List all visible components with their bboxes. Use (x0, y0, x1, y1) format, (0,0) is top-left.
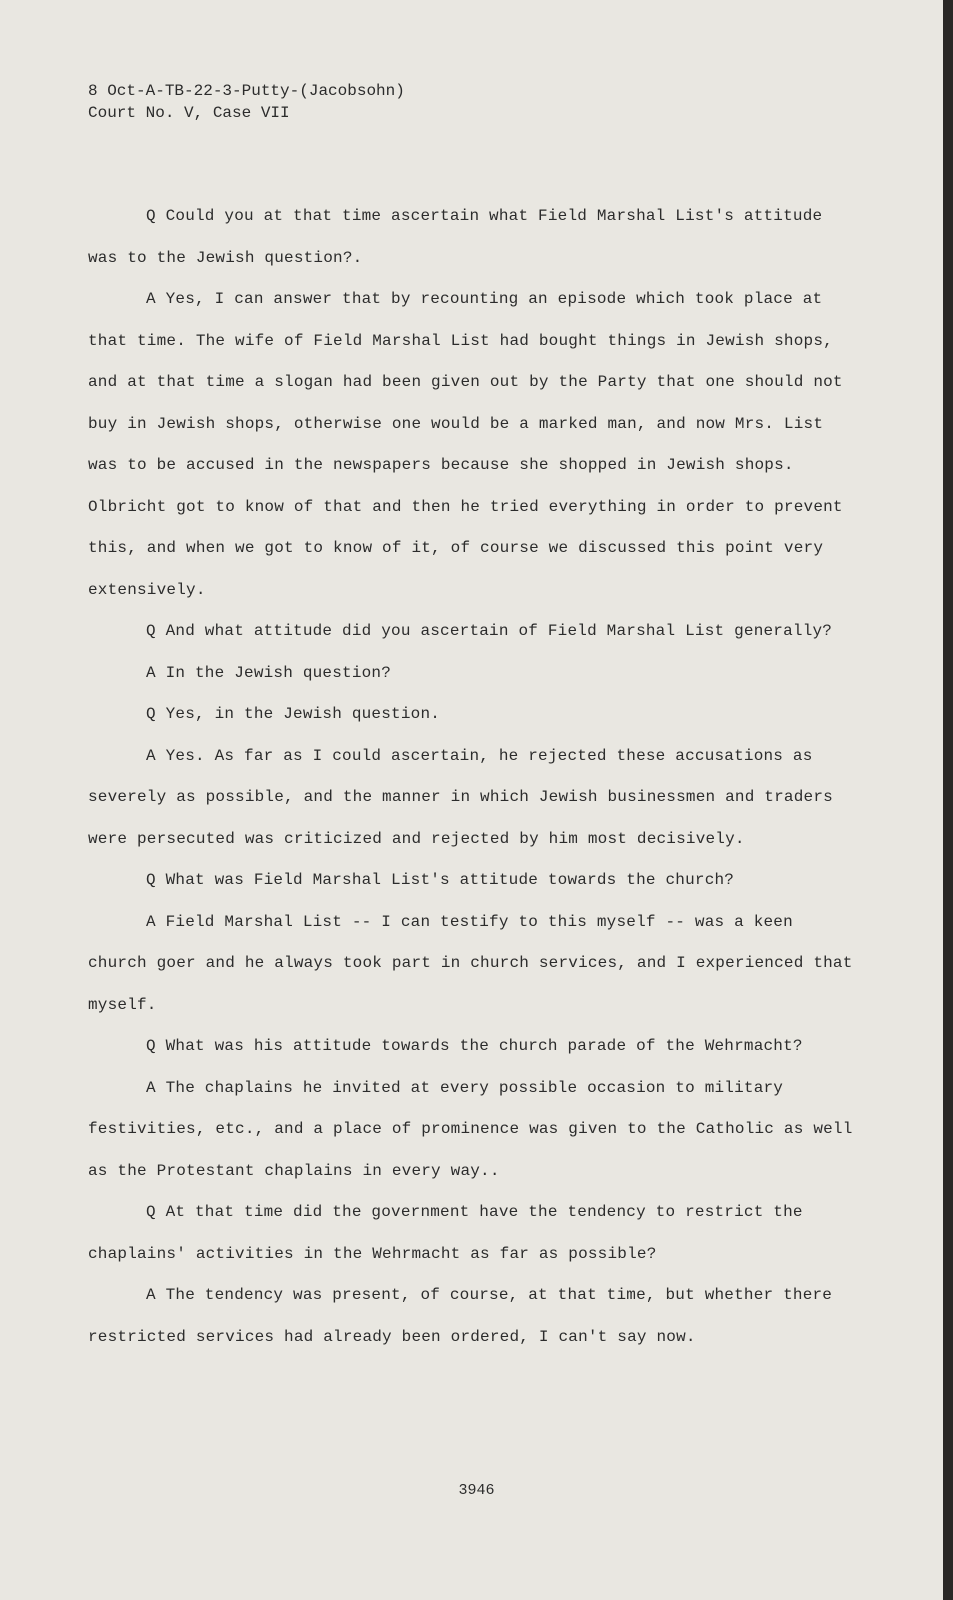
document-header (88, 80, 405, 124)
question-paragraph: Q Could you at that time ascertain what Field Marshal List's attitude was to the Jewish question?. (88, 207, 823, 267)
question-paragraph: Q What was his attitude towards the church parade of the Wehrmacht? (146, 1037, 803, 1055)
answer-paragraph: A Yes. As far as I could ascertain, he rejected these accusations as severely as possible, and the manner in which Jewish businessmen and traders were persecuted was criticized and rejected by him most decisively. (88, 746, 833, 848)
answer-paragraph: A The chaplains he invited at every possible occasion to military festivities, etc., and a place of prominence was given to the Catholic as well as the Protestant chaplains in every way.. (88, 1078, 853, 1180)
answer-paragraph: A Yes, I can answer that by recounting an episode which took place at that time. The wife of Field Marshal List had bought things in Jewish shops, and at that time a slogan had been given out by the Party that one should not buy in Jewish shops, otherwise one would be a marked man, and now Mrs. List was to be accused in the newspapers because she shopped in Jewish shops. Olbricht got to know of that and then he tried everything in order to prevent this, and when we got to know of it, of course we discussed this point very extensively. (88, 290, 843, 599)
answer-paragraph: A Field Marshal List -- I can testify to this myself -- was a keen church goer and he always took part in church services, and I experienced that myself. (88, 912, 853, 1014)
page-number: 3946 (458, 1482, 495, 1499)
question-paragraph: Q And what attitude did you ascertain of Field Marshal List generally? (146, 622, 833, 640)
header-court-line: Court No. V, Case VII (88, 104, 290, 122)
answer-paragraph: A In the Jewish question? (146, 663, 392, 682)
answer-paragraph: A The tendency was present, of course, at that time, but whether there restricted services had already been ordered, I can't say now. (88, 1286, 833, 1346)
question-paragraph: Q At that time did the government have the tendency to restrict the chaplains' activities in the Wehrmacht as far as possible? (88, 1203, 803, 1263)
question-paragraph: Q Yes, in the Jewish question. (146, 705, 441, 723)
transcript-body (88, 196, 858, 1358)
header-reference-line: 8 Oct-A-TB-22-3-Putty-(Jacobsohn) (88, 82, 405, 100)
question-paragraph: Q What was Field Marshal List's attitude towards the church? (146, 871, 735, 889)
